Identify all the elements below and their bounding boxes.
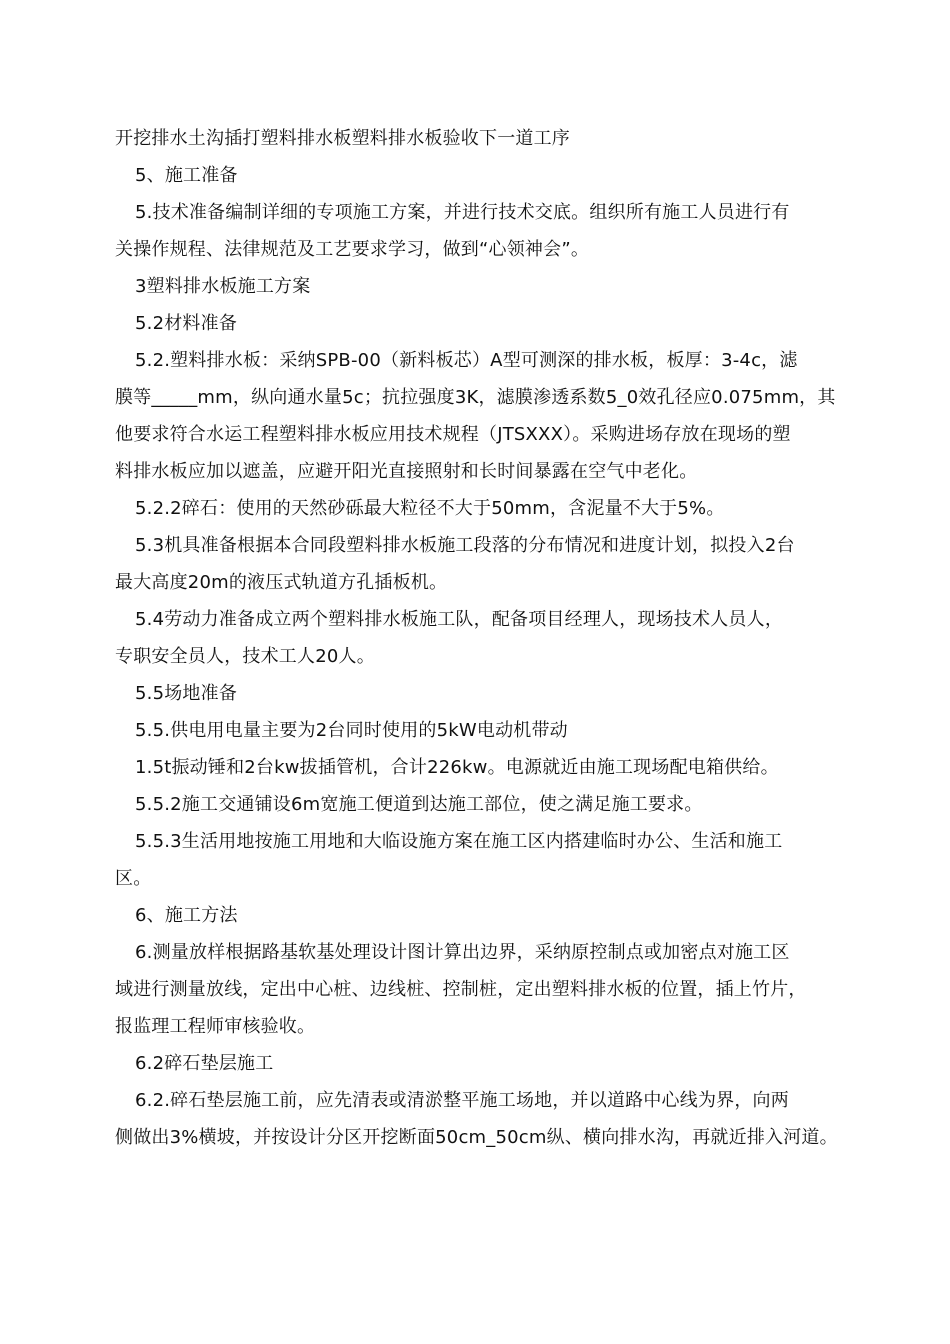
text-line: 开挖排水土沟插打塑料排水板塑料排水板验收下一道工序 bbox=[115, 128, 570, 149]
text-line: 报监理工程师审核验收。 bbox=[115, 1016, 316, 1037]
text-line: 5.5.3生活用地按施工用地和大临设施方案在施工区内搭建临时办公、生活和施工 bbox=[135, 831, 783, 852]
text-line: 区。 bbox=[115, 868, 152, 889]
section-heading: 5.2材料准备 bbox=[135, 313, 238, 334]
text-line: 5.技术准备编制详细的专项施工方案，并进行技术交底。组织所有施工人员进行有 bbox=[135, 202, 790, 223]
section-heading: 5、施工准备 bbox=[135, 165, 238, 186]
text-line: 域进行测量放线，定出中心桩、边线桩、控制桩，定出塑料排水板的位置，插上竹片， bbox=[115, 979, 807, 1000]
section-heading: 6、施工方法 bbox=[135, 905, 238, 926]
section-heading: 3塑料排水板施工方案 bbox=[135, 276, 311, 297]
text-line: 5.3机具准备根据本合同段塑料排水板施工段落的分布情况和进度计划，拟投入2台 bbox=[135, 535, 795, 556]
text-line: 5.2.塑料排水板：采纳SPB-00（新料板芯）A型可测深的排水板，板厚：3-4c，滤 bbox=[135, 350, 798, 371]
text-line: 5.5.2施工交通铺设6m宽施工便道到达施工部位，使之满足施工要求。 bbox=[135, 794, 703, 815]
text-line: 6.2.碎石垫层施工前，应先清表或清淤整平施工场地，并以道路中心线为界，向两 bbox=[135, 1090, 789, 1111]
text-line: 5.5.供电用电量主要为2台同时使用的5kW电动机带动 bbox=[135, 720, 568, 741]
text-line: 侧做出3%横坡，并按设计分区开挖断面50cm_50cm纵、横向排水沟，再就近排入河道。 bbox=[115, 1127, 838, 1148]
text-line: 专职安全员人，技术工人20人。 bbox=[115, 646, 375, 667]
text-line: 5.4劳动力准备成立两个塑料排水板施工队，配备项目经理人，现场技术人员人， bbox=[135, 609, 784, 630]
section-heading: 6.2碎石垫层施工 bbox=[135, 1053, 274, 1074]
section-heading: 5.5场地准备 bbox=[135, 683, 238, 704]
text-line: 5.2.2碎石：使用的天然砂砾最大粒径不大于50mm，含泥量不大于5%。 bbox=[135, 498, 725, 519]
text-line: 膜等_____mm，纵向通水量5c；抗拉强度3K，滤膜渗透系数5_0效孔径应0.075mm，其 bbox=[115, 387, 836, 408]
text-line: 关操作规程、法律规范及工艺要求学习，做到“心领神会”。 bbox=[115, 239, 590, 260]
text-line: 6.测量放样根据路基软基处理设计图计算出边界，采纳原控制点或加密点对施工区 bbox=[135, 942, 790, 963]
text-line: 他要求符合水运工程塑料排水板应用技术规程（JTSXXX）。采购进场存放在现场的塑 bbox=[115, 424, 791, 445]
text-line: 料排水板应加以遮盖，应避开阳光直接照射和长时间暴露在空气中老化。 bbox=[115, 461, 698, 482]
document-body bbox=[115, 120, 855, 1156]
text-line: 1.5t振动锤和2台kw拔插管机，合计226kw。电源就近由施工现场配电箱供给。 bbox=[135, 757, 779, 778]
text-line: 最大高度20m的液压式轨道方孔插板机。 bbox=[115, 572, 448, 593]
